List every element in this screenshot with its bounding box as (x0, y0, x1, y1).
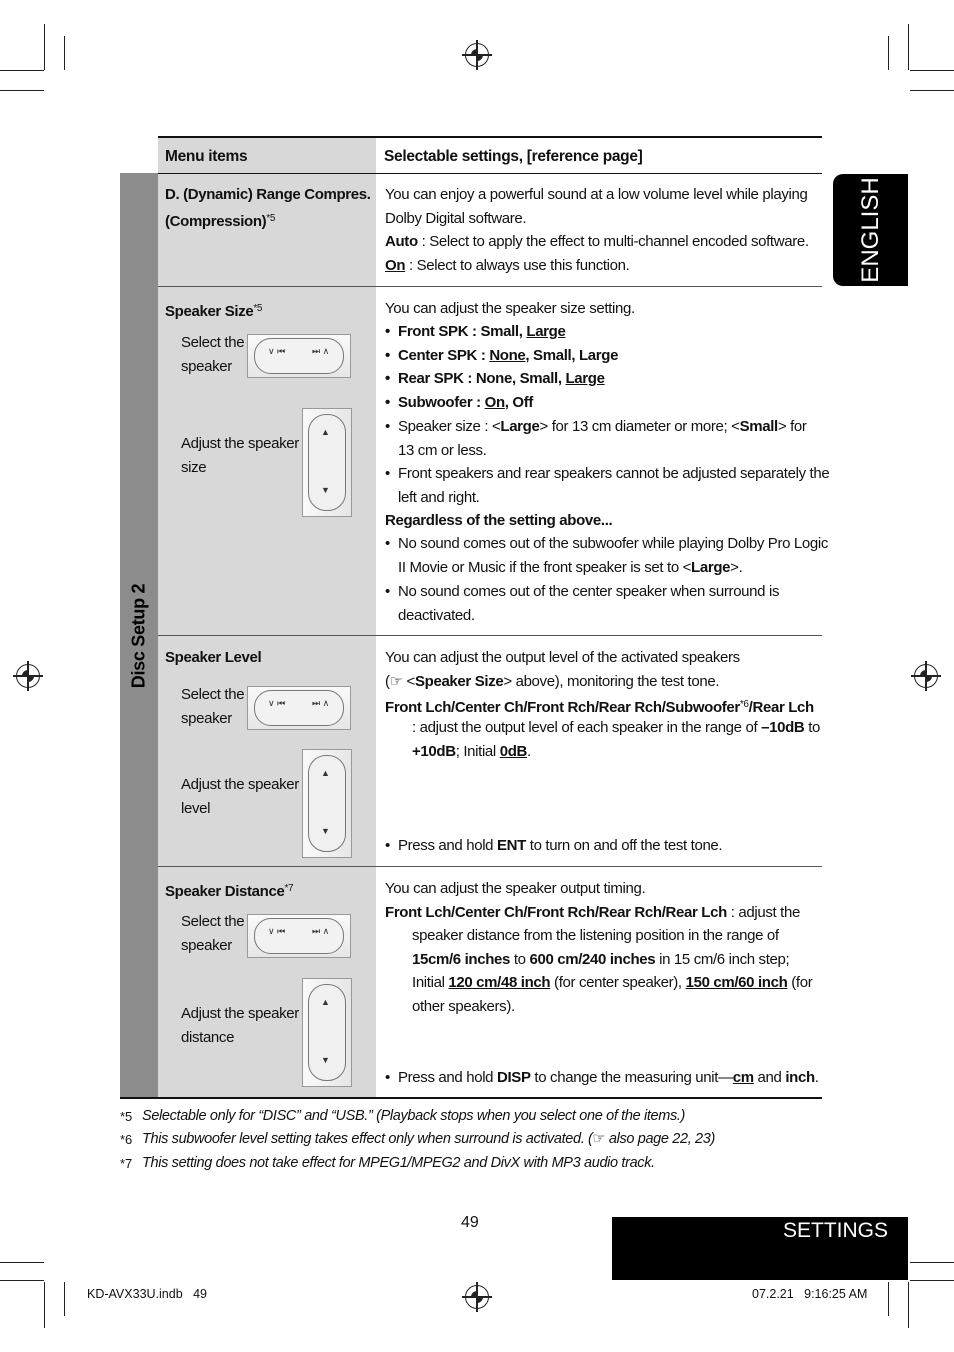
crop-mark (910, 70, 954, 71)
size-center: Center SPK : None, Small, Large (398, 347, 619, 364)
crop-mark (908, 24, 909, 70)
distance-title: Speaker Distance$^{*7}$ (165, 883, 294, 900)
bullet: • (385, 418, 391, 435)
size-title: Speaker Size$^{*5}$ (165, 303, 263, 320)
section-label: SETTINGS (782, 1219, 888, 1242)
crop-mark (0, 1280, 44, 1281)
adjust-size-control[interactable] (302, 408, 352, 517)
language-tab (833, 174, 908, 286)
distance-intro: You can adjust the speaker output timing. (385, 880, 646, 897)
bullet: • (385, 394, 391, 411)
section-tab (612, 1217, 908, 1280)
language-label: ENGLISH (856, 177, 884, 283)
up-icon: ▲ (321, 768, 330, 778)
prev-icon: ∨ ⏮ (268, 698, 286, 708)
registration-mark-icon (16, 664, 40, 688)
crop-mark (64, 1282, 65, 1316)
crop-mark (64, 36, 65, 70)
bullet: • (385, 323, 391, 340)
level-select-label: Select the speaker (181, 686, 245, 727)
prev-icon: ∨ ⏮ (268, 926, 286, 936)
table-bottom-rule (120, 1097, 822, 1099)
down-icon: ▼ (321, 1055, 330, 1065)
next-icon: ⏭ ∧ (312, 926, 330, 936)
adjust-distance-control[interactable] (302, 978, 352, 1087)
drc-title: D. (Dynamic) Range Compres. (Compression)$^{*5}$ (165, 186, 371, 230)
up-icon: ▲ (321, 427, 330, 437)
print-file-info: KD-AVX33U.indb 49 (87, 1287, 207, 1301)
row-divider (158, 866, 822, 867)
distance-adjust-label: Adjust the speaker distance (181, 1005, 299, 1046)
footnote-mark: *7 (120, 1156, 133, 1171)
row-divider (158, 286, 822, 287)
distance-channels: Front Lch/Center Ch/Front Rch/Rear Rch/Rear Lch : adjust the (385, 904, 800, 921)
header-menu-items: Menu items (165, 148, 248, 165)
registration-mark-icon (465, 1285, 489, 1309)
crop-mark (910, 1280, 954, 1281)
next-icon: ⏭ ∧ (312, 346, 330, 356)
select-speaker-control[interactable] (247, 686, 351, 730)
table-header (158, 136, 822, 175)
registration-mark-icon (465, 43, 489, 67)
size-select-label: Select the speaker (181, 334, 245, 375)
crop-mark (0, 70, 44, 71)
size-note-4: No sound comes out of the center speaker when surround is deactivated. (398, 583, 780, 624)
size-note-1: Speaker size : <Large> for 13 cm diameter or more; <Small> for 13 cm or less. (398, 418, 807, 459)
footnote-text: This subwoofer level setting takes effect only when surround is activated. (☞ also page 22, 23) (142, 1131, 715, 1147)
level-range: : adjust the output level of each speaker in the range of –10dB to +10dB; Initial 0dB. (412, 719, 821, 760)
side-label-bar (120, 173, 158, 1098)
prev-icon: ∨ ⏮ (268, 346, 286, 356)
bullet: • (385, 837, 391, 854)
header-divider (158, 173, 822, 174)
bullet: • (385, 465, 391, 482)
crop-mark (0, 1262, 44, 1263)
size-note-3: No sound comes out of the subwoofer while playing Dolby Pro Logic II Movie or Music if the front speaker is set to <Large>. (398, 535, 829, 576)
footnote-text: Selectable only for “DISC” and “USB.” (Playback stops when you select one of the items.) (142, 1108, 686, 1124)
footnote-mark: *6 (120, 1132, 133, 1147)
crop-mark (888, 1282, 889, 1316)
crop-mark (908, 1282, 909, 1328)
up-icon: ▲ (321, 997, 330, 1007)
size-adjust-label: Adjust the speaker size (181, 435, 299, 476)
crop-mark (910, 1262, 954, 1263)
level-adjust-label: Adjust the speaker level (181, 776, 299, 817)
next-icon: ⏭ ∧ (312, 698, 330, 708)
bullet: • (385, 583, 391, 600)
size-note-2: Front speakers and rear speakers cannot be adjusted separately the left and right. (398, 465, 830, 506)
bullet: • (385, 370, 391, 387)
distance-range: speaker distance from the listening position in the range of 15cm/6 inches to 600 cm/240 inches in 15 cm/6 inch step; Initial 120 cm/48 inch (for center speaker), 150 cm/60 inch (for other speakers). (412, 927, 813, 1015)
distance-press-note: Press and hold DISP to change the measuring unit—cm and inch. (398, 1069, 819, 1086)
crop-mark (888, 36, 889, 70)
size-sub: Subwoofer : On, Off (398, 394, 534, 411)
bullet: • (385, 535, 391, 552)
down-icon: ▼ (321, 485, 330, 495)
row-divider (158, 635, 822, 636)
bullet: • (385, 347, 391, 364)
select-speaker-control[interactable] (247, 334, 351, 378)
size-regardless: Regardless of the setting above... (385, 512, 613, 529)
crop-mark (0, 90, 44, 91)
size-intro: You can adjust the speaker size setting. (385, 300, 635, 317)
select-speaker-control[interactable] (247, 914, 351, 958)
down-icon: ▼ (321, 826, 330, 836)
level-title: Speaker Level (165, 649, 262, 666)
drc-description: You can enjoy a powerful sound at a low volume level while playing Dolby Digital software. Auto : Select to apply the effect to multi-channel encoded software. On : Select to always use this function. (385, 186, 809, 274)
registration-mark-icon (914, 664, 938, 688)
size-rear: Rear SPK : None, Small, Large (398, 370, 605, 387)
bullet: • (385, 1069, 391, 1086)
distance-select-label: Select the speaker (181, 913, 245, 954)
crop-mark (44, 24, 45, 70)
level-press-note: Press and hold ENT to turn on and off the test tone. (398, 837, 723, 854)
header-settings: Selectable settings, [reference page] (384, 148, 643, 165)
crop-mark (44, 1282, 45, 1328)
footnote-text: This setting does not take effect for MPEG1/MPEG2 and DivX with MP3 audio track. (142, 1155, 655, 1171)
page-number: 49 (461, 1214, 479, 1231)
side-label: Disc Setup 2 (128, 583, 149, 688)
adjust-level-control[interactable] (302, 749, 352, 858)
crop-mark (910, 90, 954, 91)
level-intro: You can adjust the output level of the activated speakers (☞ <Speaker Size> above), monitoring the test tone. (385, 649, 740, 690)
size-front: Front SPK : Small, Large (398, 323, 566, 340)
footnote-mark: *5 (120, 1109, 133, 1124)
level-channels: Front Lch/Center Ch/Front Rch/Rear Rch/Subwoofer$^{*6}$/Rear Lch (385, 699, 814, 716)
print-date-info: 07.2.21 9:16:25 AM (752, 1287, 868, 1301)
